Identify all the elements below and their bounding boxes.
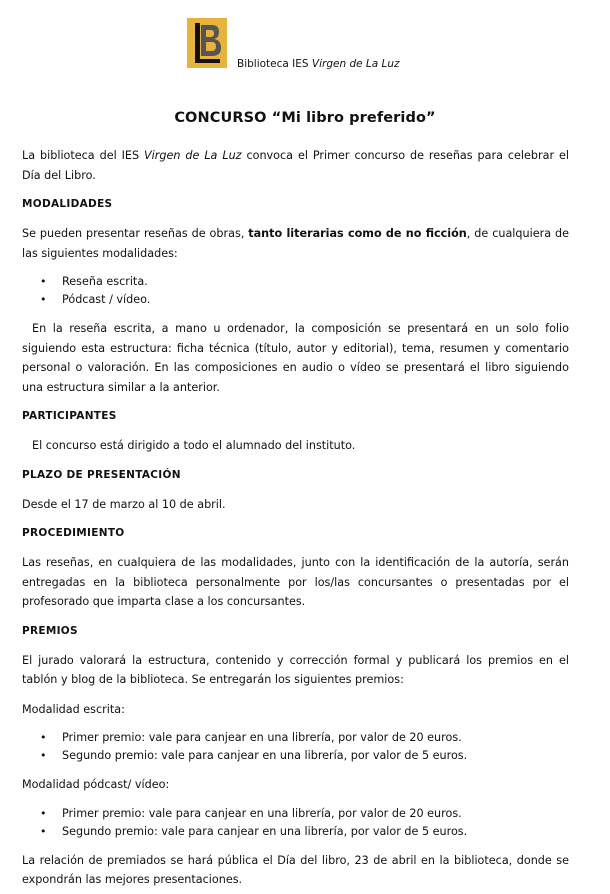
- list-item: • Primer premio: vale para canjear en una librería, por valor de 20 euros.: [22, 805, 569, 823]
- plazo-text: Desde el 17 de marzo al 10 de abril.: [22, 497, 226, 511]
- list-item: • Segundo premio: vale para canjear en una librería, por valor de 5 euros.: [22, 823, 569, 841]
- brand-prefix: Biblioteca IES: [237, 58, 312, 70]
- list-item: • Segundo premio: vale para canjear en una librería, por valor de 5 euros.: [22, 747, 569, 765]
- intro-italic: Virgen de La Luz: [144, 149, 242, 162]
- premios-escrita-list: [22, 729, 569, 765]
- participantes-text: El concurso está dirigido a todo el alumnado del instituto.: [32, 439, 356, 452]
- modalidades-text-end: , de cualquiera de las siguientes modalidades:: [22, 227, 569, 260]
- library-logo-icon: [187, 18, 227, 68]
- heading-modalidades: MODALIDADES: [22, 198, 113, 210]
- modalidades-bold: tanto literarias como de no ficción: [248, 227, 467, 240]
- premios-podcast-label: Modalidad pódcast/ vídeo:: [22, 778, 170, 791]
- list-item: • Primer premio: vale para canjear en una librería, por valor de 20 euros.: [22, 729, 569, 747]
- intro-text-end: convoca el Primer concurso de reseñas para celebrar el Día del Libro.: [22, 149, 569, 182]
- intro-text: La biblioteca del IES: [22, 149, 145, 162]
- modalidades-text: Se pueden presentar reseñas de obras,: [22, 227, 249, 240]
- intro-paragraph: [22, 146, 569, 185]
- page-title: CONCURSO “Mi libro preferido”: [174, 110, 436, 126]
- list-item: • Pódcast / vídeo.: [22, 291, 569, 309]
- document-body: [22, 146, 569, 890]
- heading-premios: PREMIOS: [22, 624, 78, 637]
- premios-text: El jurado valorará la estructura, contenido y corrección formal y publicará los premios en el tablón y blog de la biblioteca. Se entregarán los siguientes premios:: [22, 653, 569, 686]
- heading-procedimiento: PROCEDIMIENTO: [22, 527, 125, 539]
- premios-closing: La relación de premiados se hará pública el Día del libro, 23 de abril en la biblioteca, donde se expondrán las mejores presentaciones.: [22, 853, 569, 886]
- brand-italic: Virgen de La Luz: [311, 58, 400, 70]
- modalidades-list: [22, 273, 569, 309]
- modalidades-detail: En la reseña escrita, a mano u ordenador, la composición se presentará en un solo folio siguiendo esta estructura: ficha técnica (título, autor y editorial), tema, resumen y comentario personal o valoración. En las composiciones en audio o vídeo se presentará el libro siguiendo una estructura similar a la anterior.: [22, 322, 569, 394]
- procedimiento-text: Las reseñas, en cualquiera de las modalidades, junto con la identificación de la autoría, serán entregadas en la biblioteca personalmente por los/las concursantes o presentadas por el profesorado que imparta clase a los concursantes.: [22, 556, 569, 608]
- premios-escrita-label: Modalidad escrita:: [22, 702, 125, 716]
- heading-plazo: PLAZO DE PRESENTACIÓN: [22, 468, 181, 481]
- premios-podcast-list: [22, 805, 569, 841]
- library-name: [237, 58, 400, 70]
- modalidades-paragraph: [22, 224, 569, 263]
- list-item: • Reseña escrita.: [22, 273, 569, 291]
- heading-participantes: PARTICIPANTES: [22, 410, 117, 422]
